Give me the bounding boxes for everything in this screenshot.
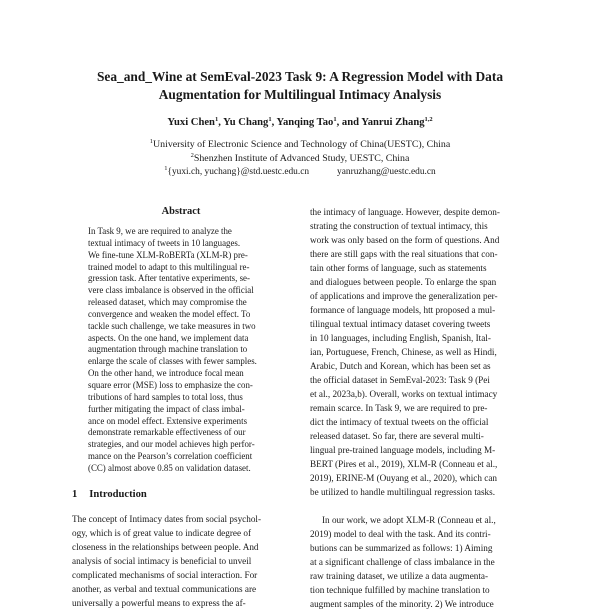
paragraph-line: remain scarce. In Task 9, we are required to pre- bbox=[310, 403, 488, 413]
author-name: Yanrui Zhang bbox=[361, 117, 425, 128]
right-column-paragraph-1 bbox=[310, 205, 532, 499]
section-heading bbox=[72, 489, 302, 500]
paragraph-line: there are still gaps with the real situations that con- bbox=[310, 249, 498, 259]
paragraph-line: work was only based on the form of questions. And bbox=[310, 235, 500, 245]
abstract-line: released dataset, which may compromise the bbox=[88, 297, 247, 308]
paragraph-line: tion technique fulfilled by machine translation to bbox=[310, 585, 490, 595]
author-affil-mark: 1,2 bbox=[424, 116, 433, 123]
introduction-line: universally a powerful means to express the af- bbox=[72, 598, 246, 608]
introduction-line: complicated mechanisms of social interaction. For bbox=[72, 570, 258, 580]
author-name: Yanqing Tao bbox=[276, 117, 334, 128]
author-affil-mark: 1 bbox=[268, 116, 272, 123]
paragraph-line: strating the construction of textual intimacy, this bbox=[310, 221, 488, 231]
paragraph-line: lingual pre-trained language models, including M- bbox=[310, 445, 496, 455]
paragraph-line: ian, Portuguese, French, Chinese, as well as Hindi, bbox=[310, 347, 497, 357]
paragraph-line: In our work, we adopt XLM-R (Conneau et al., bbox=[322, 515, 496, 525]
paragraph-line: the intimacy of language. However, despite demon- bbox=[310, 207, 500, 217]
paragraph-line: formance of language models, htt proposed a mul- bbox=[310, 305, 496, 315]
affiliation-mark: 1 bbox=[149, 138, 153, 145]
abstract-line: demonstrate remarkable effectiveness of our bbox=[88, 427, 246, 438]
author-affil-mark: 1 bbox=[333, 116, 337, 123]
abstract-line: enlarge the scale of classes with fewer samples. bbox=[88, 356, 257, 367]
paragraph-line: released dataset. So far, there are several multi- bbox=[310, 431, 484, 441]
paragraph-line: 2019), ERINE-M (Ouyang et al., 2020), which can bbox=[310, 473, 498, 483]
introduction-line: another, as verbal and textual communications are bbox=[72, 584, 257, 594]
author-name: Yu Chang bbox=[223, 117, 269, 128]
author-separator: , bbox=[271, 117, 277, 128]
paragraph-line: tain other forms of language, such as statements bbox=[310, 263, 487, 273]
introduction-body bbox=[72, 512, 304, 610]
paragraph-line: et al., 2023a,b). Overall, works on textual intimacy bbox=[310, 389, 498, 399]
author-affil-mark: 1 bbox=[214, 116, 219, 123]
abstract-body bbox=[88, 226, 296, 475]
right-column-paragraph-2 bbox=[310, 513, 532, 611]
author-list bbox=[40, 116, 560, 130]
abstract-line: ance on model effect. Extensive experiments bbox=[88, 415, 248, 426]
author-separator: , and bbox=[336, 117, 362, 128]
email-student[interactable] bbox=[164, 167, 309, 177]
abstract-line: We fine-tune XLM-RoBERTa (XLM-R) pre- bbox=[88, 249, 248, 260]
abstract-line: tributions of hard samples to total loss, thus bbox=[88, 391, 243, 402]
paragraph-line: butions can be summarized as follows: 1) Aiming bbox=[310, 543, 493, 553]
paragraph-line: and dialogues between people. To enlarge the span bbox=[310, 277, 497, 287]
paragraph-line: Arabic, Dutch and Korean, which has been set as bbox=[310, 361, 491, 371]
paragraph-line: at a significant challenge of class imbalance in the bbox=[310, 557, 495, 567]
abstract-line: In Task 9, we are required to analyze the bbox=[88, 226, 232, 236]
abstract-line: strategies, and our model achieves high perfor- bbox=[88, 439, 255, 450]
email-corresponding[interactable]: yanruzhang@uestc.edu.cn bbox=[337, 167, 436, 177]
introduction-line: ogy, which is of great value to indicate degree of bbox=[72, 528, 252, 538]
paragraph-line: the official dataset in SemEval-2023: Task 9 (Pei bbox=[310, 375, 490, 385]
affiliation-text: University of Electronic Science and Technology of China(UESTC), China bbox=[153, 139, 451, 150]
abstract-line: aspects. On the one hand, we implement data bbox=[88, 332, 249, 343]
abstract-line: convergence and weaken the model effect. To bbox=[88, 308, 251, 319]
paragraph-line: dict the intimacy of textual tweets on the official bbox=[310, 417, 489, 427]
abstract-heading: Abstract bbox=[161, 206, 201, 217]
paper-title bbox=[40, 68, 560, 104]
introduction-line: The concept of Intimacy dates from social psychol- bbox=[72, 514, 262, 524]
paragraph-line: augment samples of the minority. 2) We introduce bbox=[310, 599, 494, 609]
abstract-line: mance on the Pearson’s correlation coefficient bbox=[88, 451, 253, 462]
abstract-line: textual intimacy of tweets in 10 languages. bbox=[88, 237, 241, 248]
abstract-line: vere class imbalance is observed in the official bbox=[88, 285, 254, 296]
affiliation-1 bbox=[40, 138, 560, 151]
abstract-line: (CC) almost above 0.85 on validation dataset. bbox=[88, 462, 251, 473]
abstract-line: tackle such challenge, we take measures in two bbox=[88, 320, 256, 331]
abstract-line: On the other hand, we introduce focal mean bbox=[88, 368, 244, 379]
abstract-line: augmentation through machine translation to bbox=[88, 344, 248, 355]
paragraph-line: of applications and improve the generalization per- bbox=[310, 291, 498, 301]
author-separator: , bbox=[218, 117, 224, 128]
paragraph-line: 2019) model to deal with the task. And its contri- bbox=[310, 529, 491, 539]
abstract-line: square error (MSE) loss to emphasize the con- bbox=[88, 379, 253, 390]
introduction-line: analysis of social intimacy is beneficial to unveil bbox=[72, 556, 252, 566]
paragraph-line: raw training dataset, we utilize a data augmenta- bbox=[310, 571, 489, 581]
email-text: {yuxi.ch, yuchang}@std.uestc.edu.cn bbox=[167, 167, 310, 177]
email-mark: 1 bbox=[164, 165, 168, 172]
section-title: Introduction bbox=[89, 489, 147, 500]
title-line-2: Augmentation for Multilingual Intimacy Analysis bbox=[158, 87, 442, 102]
paragraph-line: tilingual textual intimacy dataset covering tweets bbox=[310, 319, 491, 329]
email-line bbox=[40, 166, 560, 179]
abstract-line: trained model to adapt to this multilingual re- bbox=[88, 261, 250, 272]
abstract-line: gression task. After tentative experiments, se- bbox=[88, 273, 250, 284]
affiliation-text: Shenzhen Institute of Advanced Study, UESTC, China bbox=[193, 153, 410, 164]
title-line-1: Sea_and_Wine at SemEval-2023 Task 9: A Regression Model with Data bbox=[96, 69, 504, 84]
author-name: Yuxi Chen bbox=[167, 117, 215, 128]
section-number: 1 bbox=[72, 489, 78, 500]
abstract-line: further mitigating the impact of class imbal- bbox=[88, 403, 245, 414]
affiliation-2 bbox=[40, 152, 560, 165]
introduction-line: closeness in the relationships between people. And bbox=[72, 542, 259, 552]
paragraph-line: BERT (Pires et al., 2019), XLM-R (Conneau et al., bbox=[310, 459, 498, 469]
paragraph-line: in 10 languages, including English, Spanish, Ital- bbox=[310, 333, 491, 343]
affiliation-mark: 2 bbox=[190, 152, 194, 159]
paragraph-line: be utilized to handle multilingual regression tasks. bbox=[310, 487, 495, 497]
